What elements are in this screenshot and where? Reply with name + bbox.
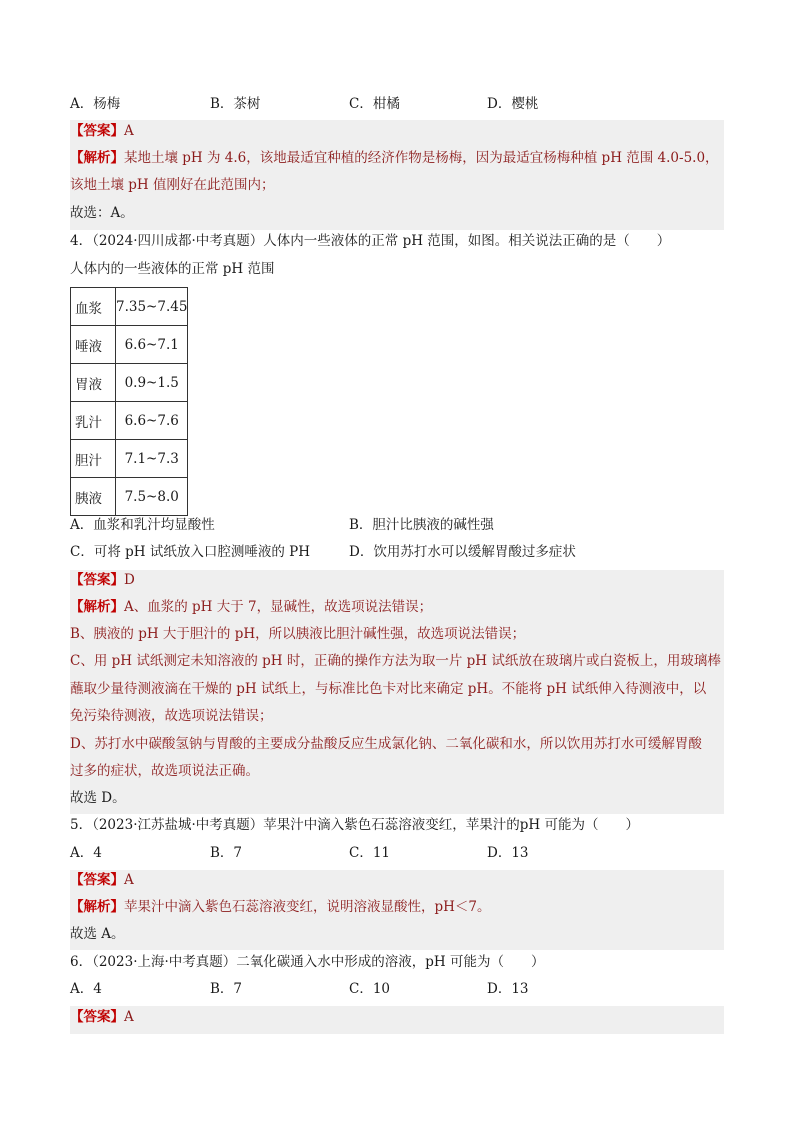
q6-option-d: D．13 (487, 981, 529, 997)
ph-range: 7.1~7.3 (116, 440, 188, 478)
answer-tag: 【答案】 (70, 872, 124, 888)
q3-option-b: B．茶树 (210, 96, 261, 112)
q4-analysis-line-2: B、胰液的 pH 大于胆汁的 pH，所以胰液比胆汁碱性强，故选项说法错误； (70, 626, 526, 642)
table-row (71, 402, 188, 440)
q4-table-caption: 人体内的一些液体的正常 pH 范围 (70, 261, 275, 277)
ph-range: 6.6~7.6 (116, 402, 188, 440)
q4-option-b: B．胆汁比胰液的碱性强 (349, 517, 494, 533)
q6-answer-block (70, 1006, 724, 1034)
table-row (71, 440, 188, 478)
q4-analysis-line-6: D、苏打水中碳酸氢钠与胃酸的主要成分盐酸反应生成氯化钠、二氧化碳和水，所以饮用苏打水可缓解胃酸 (70, 736, 702, 752)
q4-conclusion: 故选 D。 (70, 790, 126, 806)
analysis-text: 苹果汁中滴入紫色石蕊溶液变红，说明溶液显酸性，pH＜7。 (124, 899, 491, 915)
q6-option-a: A．4 (70, 981, 102, 997)
answer-value: A (124, 123, 134, 139)
q4-analysis-line-1 (70, 594, 432, 621)
liquid-name: 乳汁 (71, 402, 116, 440)
liquid-name: 胆汁 (71, 440, 116, 478)
ph-range: 7.35~7.45 (116, 288, 188, 326)
analysis-tag: 【解析】 (70, 599, 124, 615)
liquid-name: 唾液 (71, 326, 116, 364)
q4-options-row-1 (70, 512, 724, 539)
q3-option-c: C．柑橘 (349, 96, 400, 112)
q3-analysis-line-1 (70, 145, 719, 172)
q5-analysis (70, 894, 491, 921)
q4-analysis-line-3: C、用 pH 试纸测定未知溶液的 pH 时，正确的操作方法为取一片 pH 试纸放在玻璃片或白瓷板上，用玻璃棒 (70, 653, 721, 669)
q3-option-a: A．杨梅 (70, 96, 121, 112)
q3-answer (70, 118, 134, 145)
q5-option-c: C．11 (349, 845, 391, 861)
q4-answer (70, 567, 135, 594)
analysis-text: A、血浆的 pH 大于 7，显碱性，故选项说法错误； (124, 599, 433, 615)
table-row (71, 364, 188, 402)
answer-tag: 【答案】 (70, 1009, 124, 1025)
q6-options (70, 976, 724, 1003)
table-row (71, 326, 188, 364)
q5-option-d: D．13 (487, 845, 529, 861)
q3-conclusion: 故选：A。 (70, 205, 134, 221)
answer-value: A (124, 872, 134, 888)
q3-option-d: D．樱桃 (487, 96, 539, 112)
ph-range: 0.9~1.5 (116, 364, 188, 402)
q4-analysis-line-5: 免污染待测液，故选项说法错误； (70, 708, 273, 724)
ph-range-table (70, 287, 188, 516)
q5-answer (70, 867, 134, 894)
q6-stem: 6．（2023·上海·中考真题）二氧化碳通入水中形成的溶液，pH 可能为（ ） (70, 954, 545, 970)
q5-conclusion: 故选 A。 (70, 926, 125, 942)
q4-option-c: C．可将 pH 试纸放入口腔测唾液的 PH (70, 544, 310, 560)
q5-option-a: A．4 (70, 845, 102, 861)
answer-tag: 【答案】 (70, 123, 124, 139)
liquid-name: 胰液 (71, 478, 116, 516)
answer-value: A (124, 1009, 134, 1025)
analysis-text: 某地土壤 pH 为 4.6，该地最适宜种植的经济作物是杨梅，因为最适宜杨梅种植 pH 范围 4.0-5.0， (124, 150, 719, 166)
answer-value: D (124, 572, 135, 588)
q4-option-d: D．饮用苏打水可以缓解胃酸过多症状 (349, 544, 576, 560)
analysis-tag: 【解析】 (70, 899, 124, 915)
liquid-name: 血浆 (71, 288, 116, 326)
q5-option-b: B．7 (210, 845, 243, 861)
ph-range: 6.6~7.1 (116, 326, 188, 364)
q3-analysis-line-2: 该地土壤 pH 值刚好在此范围内； (70, 177, 275, 193)
answer-tag: 【答案】 (70, 572, 124, 588)
q3-options (70, 91, 724, 118)
q5-options (70, 840, 724, 867)
q4-stem: 4．（2024·四川成都·中考真题）人体内一些液体的正常 pH 范围，如图。相关说法正确的是（ ） (70, 233, 671, 249)
q4-analysis-line-7: 过多的症状，故选项说法正确。 (70, 763, 259, 779)
q6-option-c: C．10 (349, 981, 391, 997)
q4-analysis-line-4: 蘸取少量待测液滴在干燥的 pH 试纸上，与标准比色卡对比来确定 pH。不能将 pH 试纸伸入待测液中，以 (70, 681, 707, 697)
ph-range: 7.5~8.0 (116, 478, 188, 516)
table-row (71, 288, 188, 326)
q6-answer (70, 1004, 134, 1031)
table-row (71, 478, 188, 516)
q5-stem: 5．（2023·江苏盐城·中考真题）苹果汁中滴入紫色石蕊溶液变红，苹果汁的pH 可能为（ ） (70, 817, 639, 833)
liquid-name: 胃液 (71, 364, 116, 402)
q6-option-b: B．7 (210, 981, 243, 997)
q4-option-a: A．血浆和乳汁均显酸性 (70, 517, 215, 533)
analysis-tag: 【解析】 (70, 150, 124, 166)
q4-options-row-2 (70, 539, 724, 566)
